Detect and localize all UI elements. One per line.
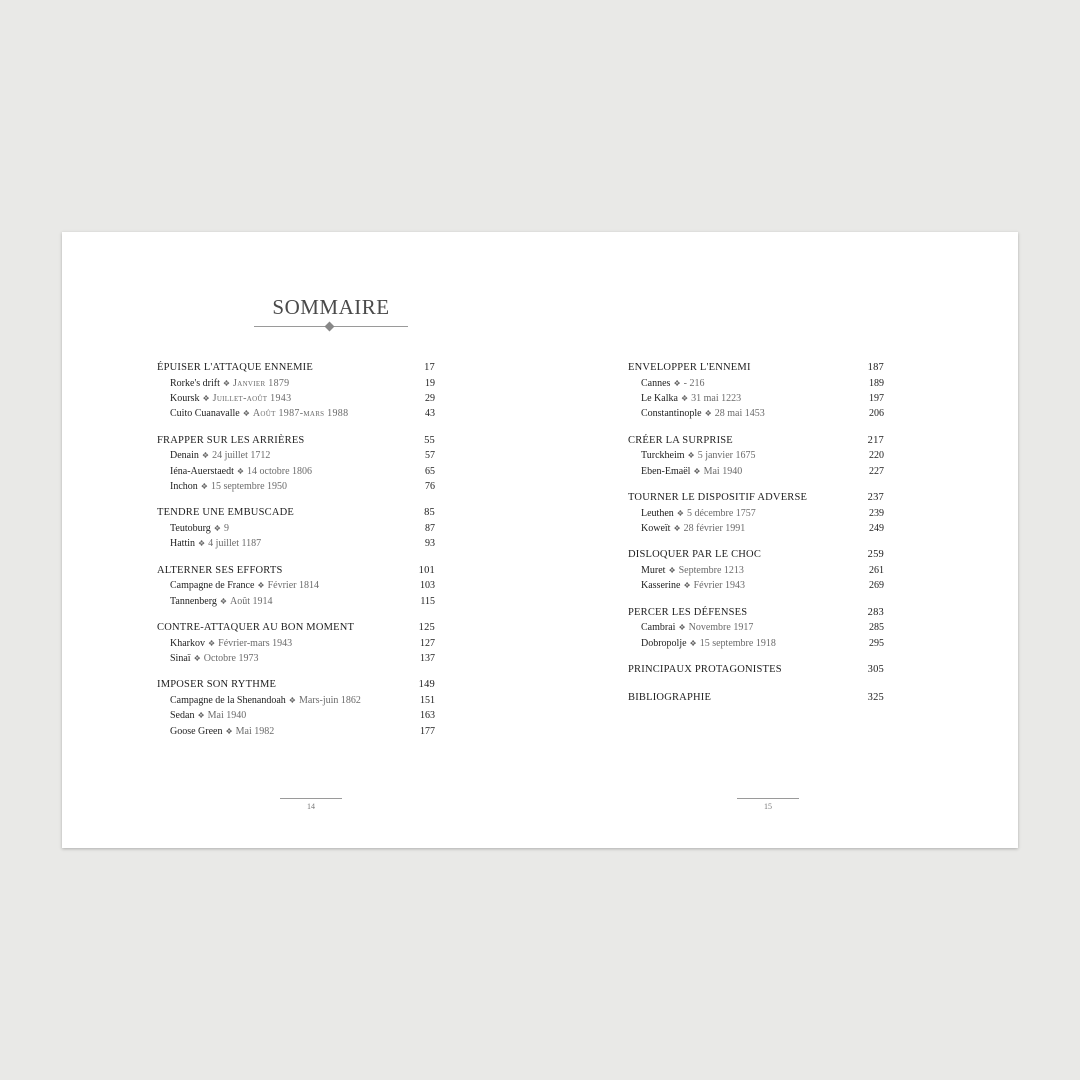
page-number-left <box>280 798 342 811</box>
battle-name: Sedan <box>170 710 195 722</box>
section-page-number: 259 <box>867 549 884 561</box>
entry-text-group <box>641 563 744 578</box>
page-title: SOMMAIRE <box>272 295 390 319</box>
battle-date: Janvier 1879 <box>233 377 290 389</box>
separator-ornament-icon: ❖ <box>201 451 210 461</box>
battle-name: Goose Green <box>170 725 223 737</box>
entry-text-group <box>170 406 348 421</box>
section-title: CONTRE-ATTAQUER AU BON MOMENT <box>157 622 355 634</box>
toc-entry <box>157 448 435 463</box>
battle-date: Juillet-août 1943 <box>212 392 292 404</box>
battle-name: Iéna-Auerstaedt <box>170 465 234 477</box>
separator-ornament-icon: ❖ <box>197 711 205 721</box>
left-page <box>62 232 540 848</box>
battle-name: Campagne de la Shenandoah <box>170 694 286 706</box>
entry-text-group <box>641 448 755 463</box>
toc-entry <box>157 708 435 723</box>
separator-ornament-icon: ❖ <box>198 539 206 549</box>
section-heading-row <box>628 662 884 678</box>
toc-entry <box>628 448 884 463</box>
battle-name: Muret <box>641 564 666 576</box>
battle-name: Teutoburg <box>170 522 211 534</box>
entry-text-group <box>170 693 361 708</box>
toc-section <box>628 547 884 593</box>
separator-ornament-icon: ❖ <box>193 653 201 663</box>
battle-date: 28 mai 1453 <box>714 408 765 420</box>
separator-ornament-icon: ❖ <box>693 466 701 476</box>
battle-date: Février 1943 <box>693 580 745 592</box>
battle-name: Cannes <box>641 377 671 389</box>
toc-entry <box>628 521 884 536</box>
battle-date: Février 1814 <box>267 580 319 592</box>
section-page-number: 55 <box>424 434 435 446</box>
title-block <box>254 294 408 327</box>
separator-ornament-icon: ❖ <box>673 378 681 388</box>
section-page-number: 85 <box>424 507 435 519</box>
battle-name: Cuito Cuanavalle <box>170 408 240 420</box>
entry-text-group <box>170 376 289 391</box>
toc-standalone-section <box>628 690 884 706</box>
battle-name: Denain <box>170 450 199 462</box>
entry-page-number: 57 <box>425 450 435 462</box>
toc-section <box>628 605 884 651</box>
battle-date: 9 <box>223 522 229 534</box>
toc-entry <box>628 636 884 651</box>
section-page-number: 325 <box>867 692 884 704</box>
entry-page-number: 197 <box>869 392 884 404</box>
toc-entry <box>157 594 435 609</box>
entry-page-number: 93 <box>425 538 435 550</box>
toc-section <box>628 490 884 536</box>
entry-text-group <box>170 708 246 723</box>
section-page-number: 149 <box>418 679 435 691</box>
section-heading-row <box>628 690 884 706</box>
battle-date: Février-mars 1943 <box>218 637 293 649</box>
entry-page-number: 19 <box>425 377 435 389</box>
entry-text-group <box>641 578 745 593</box>
toc-section <box>157 563 435 609</box>
battle-name: Hattin <box>170 538 195 550</box>
entry-text-group <box>170 651 258 666</box>
toc-standalone-section <box>628 662 884 678</box>
toc-entry <box>157 479 435 494</box>
entry-text-group <box>170 521 229 536</box>
entry-text-group <box>170 391 291 406</box>
entry-page-number: 29 <box>425 392 435 404</box>
entry-text-group <box>641 406 765 421</box>
toc-entry <box>628 391 884 406</box>
section-title: ÉPUISER L'ATTAQUE ENNEMIE <box>157 362 313 373</box>
entry-page-number: 261 <box>869 564 884 576</box>
section-title: PRINCIPAUX PROTAGONISTES <box>628 663 782 675</box>
entry-page-number: 249 <box>869 522 884 534</box>
entry-page-number: 103 <box>420 580 435 592</box>
section-title: ALTERNER SES EFFORTS <box>157 564 283 576</box>
toc-entry <box>628 376 884 391</box>
separator-ornament-icon: ❖ <box>689 638 697 648</box>
toc-entry <box>628 578 884 593</box>
separator-ornament-icon: ❖ <box>225 726 233 736</box>
separator-ornament-icon: ❖ <box>202 393 210 403</box>
separator-ornament-icon: ❖ <box>668 565 676 575</box>
section-heading-row <box>628 605 884 621</box>
battle-date: Août 1987-mars 1988 <box>252 408 349 420</box>
battle-name: Constantinople <box>641 408 702 420</box>
toc-entry <box>157 636 435 651</box>
entry-text-group <box>641 521 745 536</box>
entry-page-number: 177 <box>420 725 435 737</box>
entry-text-group <box>170 578 319 593</box>
separator-ornament-icon: ❖ <box>680 393 689 403</box>
folio-number: 15 <box>764 802 772 811</box>
battle-name: Eben-Emaël <box>641 465 691 477</box>
entry-page-number: 115 <box>420 595 435 607</box>
entry-text-group <box>641 391 741 406</box>
battle-date: 31 mai 1223 <box>691 392 742 404</box>
section-title: PERCER LES DÉFENSES <box>628 606 748 618</box>
battle-name: Leuthen <box>641 507 674 519</box>
section-title: TENDRE UNE EMBUSCADE <box>157 507 294 519</box>
section-page-number: 305 <box>867 663 884 675</box>
entry-page-number: 239 <box>869 507 884 519</box>
toc-entry <box>628 620 884 635</box>
entry-page-number: 127 <box>420 637 435 649</box>
toc-entry <box>628 506 884 521</box>
toc-entry <box>157 406 435 421</box>
battle-date: 5 décembre 1757 <box>686 507 756 519</box>
section-title: CRÉER LA SURPRISE <box>628 434 733 446</box>
separator-ornament-icon: ❖ <box>208 638 216 648</box>
section-heading-row <box>157 433 435 449</box>
entry-text-group <box>170 536 261 551</box>
toc-entry <box>628 464 884 479</box>
separator-ornament-icon: ❖ <box>676 508 684 518</box>
toc-section <box>157 677 435 739</box>
entry-text-group <box>170 448 270 463</box>
entry-text-group <box>641 636 776 651</box>
toc-entry <box>157 693 435 708</box>
separator-ornament-icon: ❖ <box>704 409 712 419</box>
right-page <box>540 232 1018 848</box>
separator-ornament-icon: ❖ <box>213 523 221 533</box>
section-heading-row <box>628 433 884 449</box>
battle-name: Turckheim <box>641 450 685 462</box>
battle-date: 15 septembre 1950 <box>210 481 288 493</box>
separator-ornament-icon: ❖ <box>673 523 681 533</box>
separator-ornament-icon: ❖ <box>288 695 296 705</box>
toc-entry <box>157 391 435 406</box>
entry-text-group <box>170 594 273 609</box>
separator-ornament-icon: ❖ <box>683 581 691 591</box>
toc-section <box>628 360 884 422</box>
entry-page-number: 65 <box>425 465 435 477</box>
toc-entry <box>157 578 435 593</box>
entry-page-number: 43 <box>425 408 435 420</box>
section-page-number: 101 <box>418 564 435 576</box>
entry-page-number: 269 <box>869 580 884 592</box>
battle-name: Dobropolje <box>641 637 687 649</box>
section-title: DISLOQUER PAR LE CHOC <box>628 549 762 561</box>
toc-entry <box>157 536 435 551</box>
folio-rule <box>280 798 342 799</box>
section-heading-row <box>628 547 884 563</box>
entry-text-group <box>641 376 704 391</box>
toc-section <box>157 620 435 666</box>
battle-date: Octobre 1973 <box>203 652 259 664</box>
entry-text-group <box>170 464 312 479</box>
toc-entry <box>157 464 435 479</box>
section-heading-row <box>157 505 435 521</box>
section-page-number: 237 <box>867 492 884 504</box>
battle-name: Sinaï <box>170 652 191 664</box>
toc-left-column <box>157 360 435 750</box>
toc-section <box>157 360 435 422</box>
battle-date: Août 1914 <box>230 595 273 607</box>
battle-date: 4 juillet 1187 <box>208 538 262 550</box>
section-heading-row <box>628 360 884 376</box>
section-title: FRAPPER SUR LES ARRIÈRES <box>157 434 305 446</box>
battle-date: 28 février 1991 <box>683 522 746 534</box>
battle-date: 5 janvier 1675 <box>697 450 756 462</box>
entry-text-group <box>170 636 292 651</box>
entry-page-number: 163 <box>420 710 435 722</box>
entry-page-number: 285 <box>869 622 884 634</box>
battle-name: Le Kalka <box>641 392 678 404</box>
entry-page-number: 76 <box>425 481 435 493</box>
toc-entry <box>157 521 435 536</box>
battle-date: Mai 1940 <box>207 710 247 722</box>
battle-name: Cambrai <box>641 622 676 634</box>
battle-name: Kasserine <box>641 580 681 592</box>
page-number-right <box>737 798 799 811</box>
section-heading-row <box>628 490 884 506</box>
entry-text-group <box>641 464 742 479</box>
section-heading-row <box>157 360 435 376</box>
entry-page-number: 295 <box>869 637 884 649</box>
folio-rule <box>737 798 799 799</box>
section-page-number: 125 <box>418 622 435 634</box>
battle-name: Campagne de France <box>170 580 255 592</box>
battle-name: Koursk <box>170 392 200 404</box>
separator-ornament-icon: ❖ <box>219 596 228 606</box>
entry-page-number: 220 <box>869 450 884 462</box>
battle-date: - 216 <box>683 377 705 389</box>
entry-page-number: 137 <box>420 652 435 664</box>
toc-entry <box>628 406 884 421</box>
section-title: IMPOSER SON RYTHME <box>157 679 277 691</box>
section-page-number: 217 <box>867 434 884 446</box>
separator-ornament-icon: ❖ <box>257 581 265 591</box>
separator-ornament-icon: ❖ <box>236 466 245 476</box>
toc-right-column <box>628 360 884 719</box>
toc-section <box>628 433 884 479</box>
section-heading-row <box>157 677 435 693</box>
entry-page-number: 151 <box>420 694 435 706</box>
section-title: BIBLIOGRAPHIE <box>628 692 712 704</box>
section-title: ENVELOPPER L'ENNEMI <box>628 362 751 373</box>
entry-text-group <box>170 724 274 739</box>
toc-section <box>157 433 435 495</box>
entry-page-number: 189 <box>869 377 884 389</box>
entry-page-number: 87 <box>425 522 435 534</box>
section-title: TOURNER LE DISPOSITIF ADVERSE <box>628 492 808 504</box>
section-heading-row <box>157 620 435 636</box>
diamond-ornament-icon <box>325 322 335 332</box>
book-spread <box>62 232 1018 848</box>
entry-page-number: 227 <box>869 465 884 477</box>
separator-ornament-icon: ❖ <box>678 623 686 633</box>
separator-ornament-icon: ❖ <box>200 482 208 492</box>
battle-name: Inchon <box>170 481 198 493</box>
entry-text-group <box>641 506 756 521</box>
battle-date: Novembre 1917 <box>688 622 754 634</box>
battle-name: Tannenberg <box>170 595 217 607</box>
battle-name: Koweït <box>641 522 671 534</box>
battle-name: Kharkov <box>170 637 205 649</box>
title-rule <box>254 326 408 327</box>
toc-section <box>157 505 435 551</box>
toc-entry <box>157 376 435 391</box>
entry-text-group <box>170 479 287 494</box>
battle-date: 15 septembre 1918 <box>699 637 776 649</box>
folio-number: 14 <box>307 802 315 811</box>
section-page-number: 283 <box>867 606 884 618</box>
separator-ornament-icon: ❖ <box>687 451 695 461</box>
section-page-number: 17 <box>424 362 435 373</box>
separator-ornament-icon: ❖ <box>242 409 250 419</box>
battle-date: Septembre 1213 <box>678 564 744 576</box>
battle-name: Rorke's drift <box>170 377 220 389</box>
toc-entry <box>157 651 435 666</box>
separator-ornament-icon: ❖ <box>222 378 231 388</box>
battle-date: Mars-juin 1862 <box>298 694 361 706</box>
entry-text-group <box>641 620 753 635</box>
toc-entry <box>157 724 435 739</box>
battle-date: 14 octobre 1806 <box>247 465 313 477</box>
battle-date: Mai 1982 <box>235 725 275 737</box>
battle-date: Mai 1940 <box>703 465 743 477</box>
section-page-number: 187 <box>867 362 884 373</box>
toc-entry <box>628 563 884 578</box>
battle-date: 24 juillet 1712 <box>212 450 271 462</box>
section-heading-row <box>157 563 435 579</box>
entry-page-number: 206 <box>869 408 884 420</box>
